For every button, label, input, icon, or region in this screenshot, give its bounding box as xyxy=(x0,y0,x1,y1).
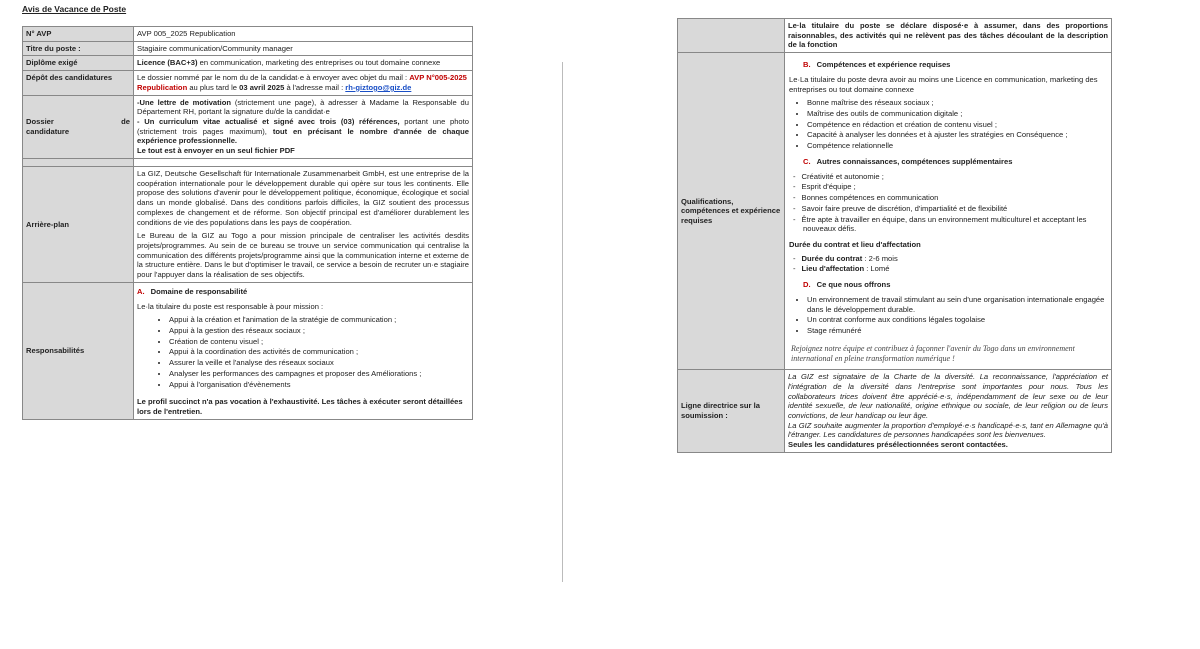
duree-heading: Durée du contrat et lieu d'affectation xyxy=(789,239,921,249)
ligne-value xyxy=(785,370,1112,453)
d-letter: D. xyxy=(803,280,811,290)
diplome-value xyxy=(134,56,473,71)
dossier-cv-rest: portant une photo (strictement trois pages maximum), xyxy=(137,117,469,136)
dossier-label xyxy=(23,95,134,158)
list-item: • Appui à la gestion des réseaux sociaux ; xyxy=(169,326,469,336)
ligne-label: Ligne directrice sur la soumission : xyxy=(678,370,785,453)
list-item: • Compétence relationnelle xyxy=(807,141,1107,151)
titre-value: Stagiaire communication/Community manager xyxy=(134,41,473,56)
row-dossier xyxy=(23,95,473,158)
list-item: • Bonne maîtrise des réseaux sociaux ; xyxy=(807,98,1107,108)
depot-label: Dépôt des candidatures xyxy=(23,71,134,95)
arriere-value xyxy=(134,166,473,282)
b-list xyxy=(789,98,1107,151)
duree-item xyxy=(803,254,1107,264)
depot-text-1: Le dossier nommé par le nom du de la candidat·e à envoyer avec objet du mail : xyxy=(137,73,410,83)
duree-value: : 2-6 mois xyxy=(862,253,898,263)
list-item: • Appui à la coordination des activités de communication ; xyxy=(169,347,469,357)
list-item: - Créativité et autonomie ; xyxy=(803,172,1107,182)
dossier-pdf-note: Le tout est à envoyer en un seul fichier PDF xyxy=(137,146,295,156)
arriere-paragraph-1: La GIZ, Deutsche Gesellschaft für Internationale Zusammenarbeit GmbH, est une entreprise de la coopération internationale pour le développement durable qui opère sur tous les continents. Elle propose des solutions d'avenir pour le développement politique, économique, écologique et social dans un monde globalisé. Dans des conditions parfois difficiles, la GIZ soutient des processus complexes de changement et de réforme. Son objectif principal est d'améliorer durablement les conditions de vie des populations dans les pays de coopération. xyxy=(137,168,469,227)
d-heading xyxy=(803,280,1107,290)
d-list xyxy=(789,295,1107,336)
duree-list xyxy=(789,254,1107,274)
dossier-letter-rest: (strictement une page), à adresser à Madame la Responsable du Département RH, portant la signature du/de la candidat·e xyxy=(137,97,470,117)
depot-deadline: 03 avril 2025 xyxy=(239,82,285,92)
list-item: • Stage rémunéré xyxy=(807,326,1107,336)
resp-note: Le profil succinct n'a pas vocation à l'exhaustivité. Les tâches à exécuter seront détaillées lors de l'entretien. xyxy=(137,397,463,416)
row-spacer xyxy=(23,158,473,166)
qual-value xyxy=(785,53,1112,370)
dossier-label-de: de xyxy=(121,117,130,127)
ligne-paragraph-1: La GIZ est signataire de la Charte de la diversité. La reconnaissance, l'appréciation et l'intégration de la diversité dans l'entreprise sont importantes pour nous. Tous les collaborateurs trices doivent être apprécié·e·s, indépendamment de leur sexe ou de leur identité sexuelle, de leur nationalité, origine ethnique ou sociale, de leur religion ou de leurs convictions, de leur handicap ou leur âge. xyxy=(788,372,1108,421)
top-duties-text: Le·la titulaire du poste se déclare disposé·e à assumer, dans des proportions raisonnables, des activités qui ne relèvent pas des tâches découlant de la description de la fonction xyxy=(785,19,1112,53)
ligne-paragraph-3: Seules les candidatures présélectionnées seront contactées. xyxy=(788,440,1008,450)
c-letter: C. xyxy=(803,156,811,166)
navp-label: N° AVP xyxy=(23,27,134,42)
lieu-label: Lieu d'affectation xyxy=(801,264,865,274)
page-title: Avis de Vacance de Poste xyxy=(22,4,127,14)
dossier-cv-bold2: tout en précisant le nombre d'année de chaque expérience professionnelle. xyxy=(137,126,470,146)
spacer-value xyxy=(134,158,473,166)
list-item: • Création de contenu visuel ; xyxy=(169,337,469,347)
spacer-label xyxy=(23,158,134,166)
arriere-label: Arrière-plan xyxy=(23,166,134,282)
top-label xyxy=(678,19,785,53)
resp-intro: Le·la titulaire du poste est responsable à pour mission : xyxy=(137,301,324,311)
list-item: • Analyser les performances des campagnes et proposer des Améliorations ; xyxy=(169,369,469,379)
depot-text-2: au plus tard le xyxy=(187,82,240,92)
list-item: • Appui à la création et l'animation de la stratégie de communication ; xyxy=(169,315,469,325)
list-item: - Savoir faire preuve de discrétion, d'impartialité et de flexibilité xyxy=(803,204,1107,214)
row-navp xyxy=(23,27,473,42)
c-list xyxy=(789,172,1107,234)
page-divider xyxy=(562,62,563,582)
c-heading-text: Autres connaissances, compétences supplémentaires xyxy=(816,156,1013,166)
diplome-field: en communication, marketing des entreprises ou tout domaine connexe xyxy=(197,58,441,68)
dossier-label-a: Dossier xyxy=(26,117,54,127)
row-depot xyxy=(23,71,473,95)
qual-label: Qualifications, compétences et expérience requises xyxy=(678,53,785,370)
c-heading xyxy=(803,157,1107,167)
list-item: - Bonnes compétences en communication xyxy=(803,193,1107,203)
resp-letter: A. xyxy=(137,286,145,296)
b-heading xyxy=(803,60,1107,70)
right-vacancy-table xyxy=(677,18,1112,453)
row-responsabilites xyxy=(23,282,473,419)
depot-reference: AVP N°005-2025 Republication xyxy=(137,73,467,92)
list-item: • Appui à l'organisation d'évènements xyxy=(169,380,469,390)
row-qualifications xyxy=(678,53,1112,370)
list-item: • Un environnement de travail stimulant au sein d'une organisation internationale engagée dans le développement durable. xyxy=(807,295,1107,314)
b-intro: Le·La titulaire du poste devra avoir au moins une Licence en communication, marketing des entreprises ou tout domaine connexe xyxy=(789,74,1098,94)
list-item: - Esprit d'équipe ; xyxy=(803,182,1107,192)
resp-heading xyxy=(137,287,469,297)
depot-text-3: à l'adresse mail : xyxy=(284,82,346,92)
list-item: - Être apte à travailler en équipe, dans un environnement multiculturel et acceptant les nouveaux défis. xyxy=(803,215,1107,234)
depot-value xyxy=(134,71,473,95)
list-item: • Assurer la veille et l'analyse des réseaux sociaux xyxy=(169,358,469,368)
d-heading-text: Ce que nous offrons xyxy=(816,280,891,290)
resp-label: Responsabilités xyxy=(23,282,134,419)
left-vacancy-table xyxy=(22,26,473,420)
depot-email-link[interactable]: rh-giztogo@giz.de xyxy=(345,82,412,92)
ligne-paragraph-2: La GIZ souhaite augmenter la proportion d'employé·e·s handicapé·e·s, tant en Allemagne qu'à l'étranger. Les candidatures de personnes handicapées sont les bienvenues. xyxy=(788,420,1108,440)
list-item: • Maîtrise des outils de communication digitale ; xyxy=(807,109,1107,119)
dossier-letter-bold: -Une lettre de motivation xyxy=(137,97,232,107)
dossier-value xyxy=(134,95,473,158)
diplome-degree: Licence (BAC+3) xyxy=(137,58,198,68)
row-titre xyxy=(23,41,473,56)
titre-label: Titre du poste : xyxy=(23,41,134,56)
b-letter: B. xyxy=(803,60,811,70)
resp-heading-text: Domaine de responsabilité xyxy=(150,286,248,296)
dossier-cv-bold: - Un curriculum vitae actualisé et signé avec trois (03) références, xyxy=(137,117,400,127)
row-ligne-directrice xyxy=(678,370,1112,453)
navp-value: AVP 005_2025 Republication xyxy=(134,27,473,42)
b-heading-text: Compétences et expérience requises xyxy=(816,60,951,70)
row-arriere xyxy=(23,166,473,282)
resp-list xyxy=(151,315,469,389)
duree-label: Durée du contrat xyxy=(801,253,863,263)
arriere-paragraph-2: Le Bureau de la GIZ au Togo a pour mission principale de centraliser les activités desdits projets/programmes. Au sein de ce bureau se trouve un service communication qui centralise la communication des différents projets/programme ainsi que la communication interne et externe de la structure entière. Dans le but d'optimiser le travail, ce service a besoin de recruter un·e stagiaire pour l'appuyer dans la réalisation de ses objectifs. xyxy=(137,231,469,280)
slogan: Rejoignez notre équipe et contribuez à façonner l'avenir du Togo dans un environnement international en pleine transformation numérique ! xyxy=(791,343,1075,363)
diplome-label: Diplôme exigé xyxy=(23,56,134,71)
row-top-duties xyxy=(678,19,1112,53)
dossier-label-b: candidature xyxy=(26,126,70,136)
list-item: • Capacité à analyser les données et à ajuster les stratégies en Conséquence ; xyxy=(807,130,1107,140)
resp-value xyxy=(134,282,473,419)
row-diplome xyxy=(23,56,473,71)
list-item: • Un contrat conforme aux conditions légales togolaise xyxy=(807,315,1107,325)
lieu-value: : Lomé xyxy=(864,264,890,274)
lieu-item xyxy=(803,264,1107,274)
list-item: • Compétence en rédaction et création de contenu visuel ; xyxy=(807,120,1107,130)
